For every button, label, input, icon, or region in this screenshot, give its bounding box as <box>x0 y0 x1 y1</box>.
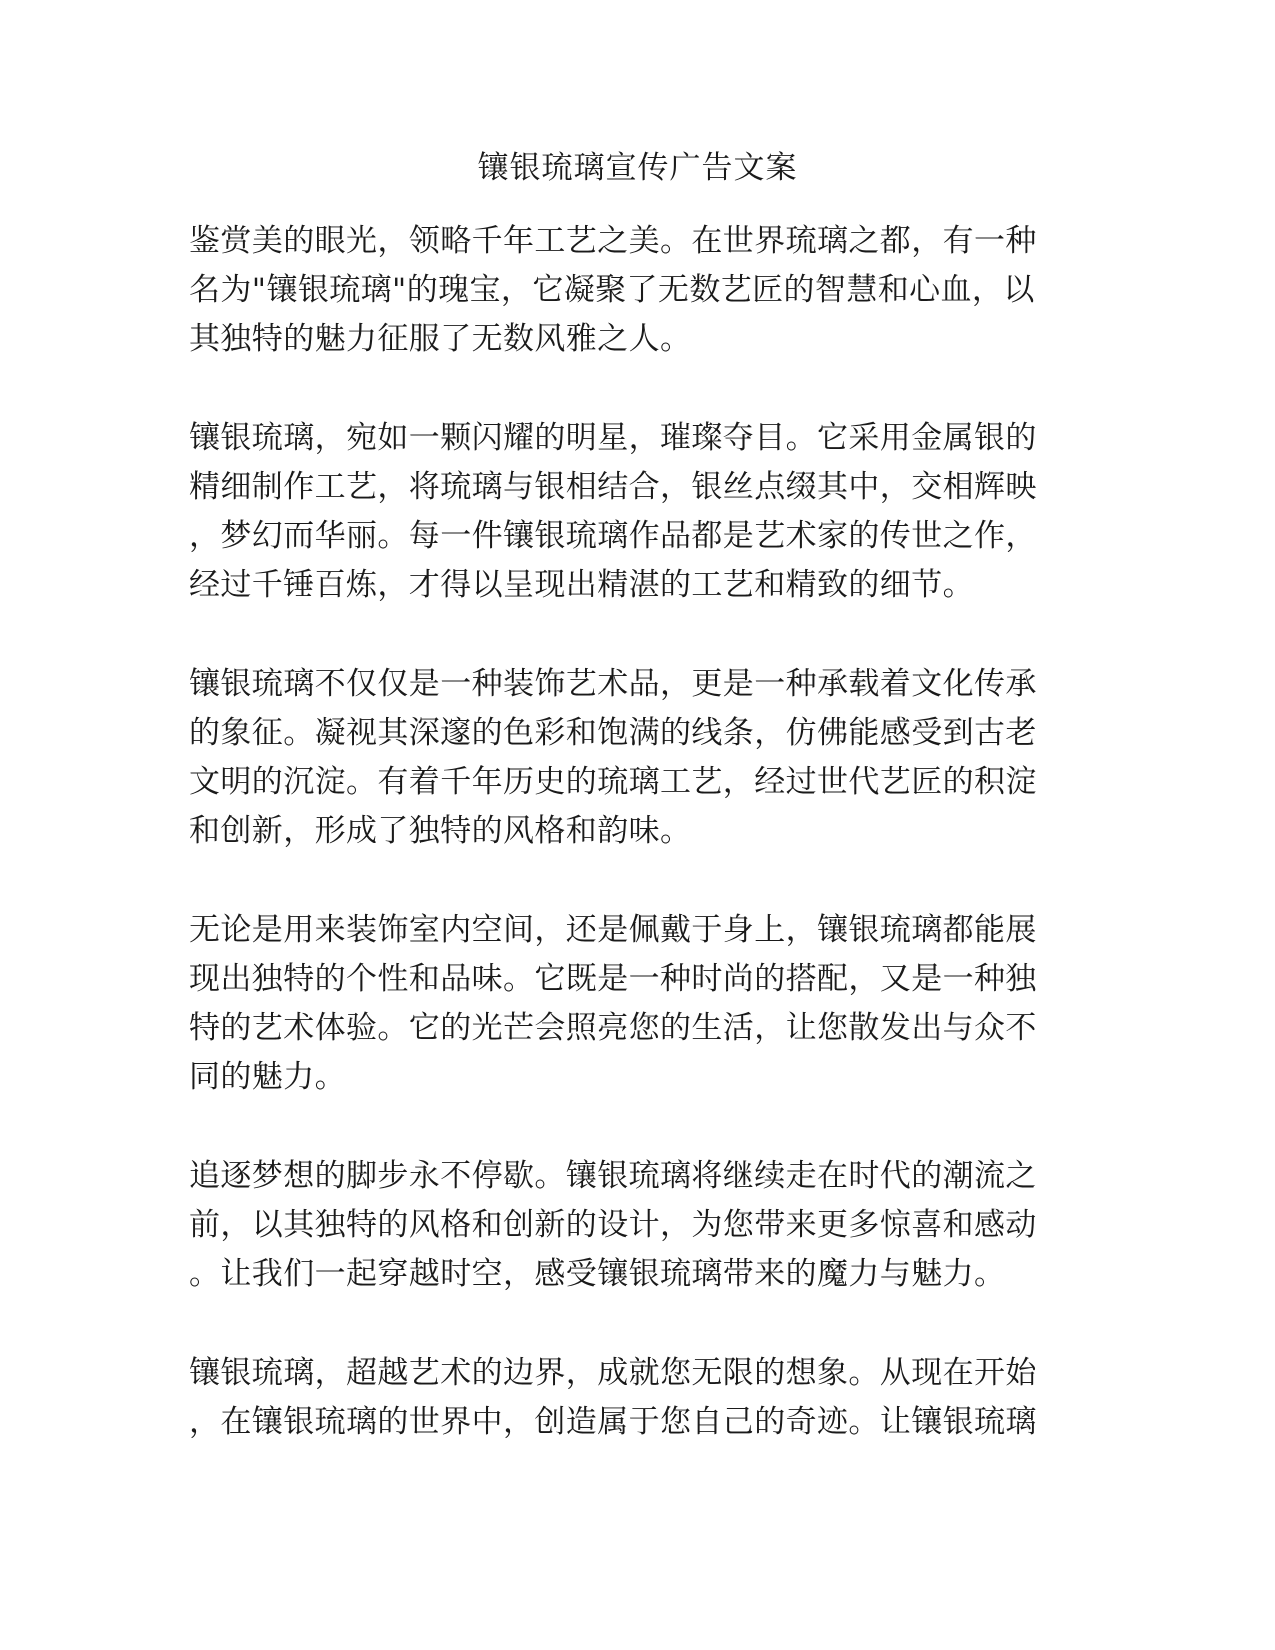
text-line: 现出独特的个性和品味。它既是一种时尚的搭配，又是一种独 <box>189 961 1037 997</box>
text-line: ，梦幻而华丽。每一件镶银琉璃作品都是艺术家的传世之作， <box>189 518 1037 554</box>
paragraph-3 <box>189 660 1089 856</box>
text-line: 。让我们一起穿越时空，感受镶银琉璃带来的魔力与魅力。 <box>189 1256 1006 1292</box>
text-line: 鉴赏美的眼光，领略千年工艺之美。在世界琉璃之都，有一种 <box>189 223 1037 259</box>
paragraph-4 <box>189 906 1089 1102</box>
text-line: 无论是用来装饰室内空间，还是佩戴于身上，镶银琉璃都能展 <box>189 912 1037 948</box>
text-line: 前，以其独特的风格和创新的设计，为您带来更多惊喜和感动 <box>189 1207 1037 1243</box>
text-line: 镶银琉璃，宛如一颗闪耀的明星，璀璨夺目。它采用金属银的 <box>189 420 1037 456</box>
text-line: 文明的沉淀。有着千年历史的琉璃工艺，经过世代艺匠的积淀 <box>189 764 1037 800</box>
text-line: 精细制作工艺，将琉璃与银相结合，银丝点缀其中，交相辉映 <box>189 469 1037 505</box>
text-line: 名为"镶银琉璃"的瑰宝，它凝聚了无数艺匠的智慧和心血，以 <box>189 272 1035 308</box>
text-line: 追逐梦想的脚步永不停歇。镶银琉璃将继续走在时代的潮流之 <box>189 1158 1037 1194</box>
paragraph-6 <box>189 1349 1089 1447</box>
paragraph-5 <box>189 1152 1089 1299</box>
text-line: 镶银琉璃不仅仅是一种装饰艺术品，更是一种承载着文化传承 <box>189 666 1037 702</box>
document-title: 镶银琉璃宣传广告文案 <box>477 150 798 186</box>
text-line: 和创新，形成了独特的风格和韵味。 <box>189 813 692 849</box>
text-line: 同的魅力。 <box>189 1059 346 1095</box>
text-line: ，在镶银琉璃的世界中，创造属于您自己的奇迹。让镶银琉璃 <box>189 1404 1037 1440</box>
document-body <box>189 217 1089 1497</box>
text-line: 镶银琉璃，超越艺术的边界，成就您无限的想象。从现在开始 <box>189 1355 1037 1391</box>
text-line: 特的艺术体验。它的光芒会照亮您的生活，让您散发出与众不 <box>189 1010 1037 1046</box>
text-line: 的象征。凝视其深邃的色彩和饱满的线条，仿佛能感受到古老 <box>189 715 1037 751</box>
paragraph-1 <box>189 217 1089 364</box>
text-line: 其独特的魅力征服了无数风雅之人。 <box>189 321 692 357</box>
paragraph-2 <box>189 414 1089 610</box>
text-line: 经过千锤百炼，才得以呈现出精湛的工艺和精致的细节。 <box>189 567 974 603</box>
